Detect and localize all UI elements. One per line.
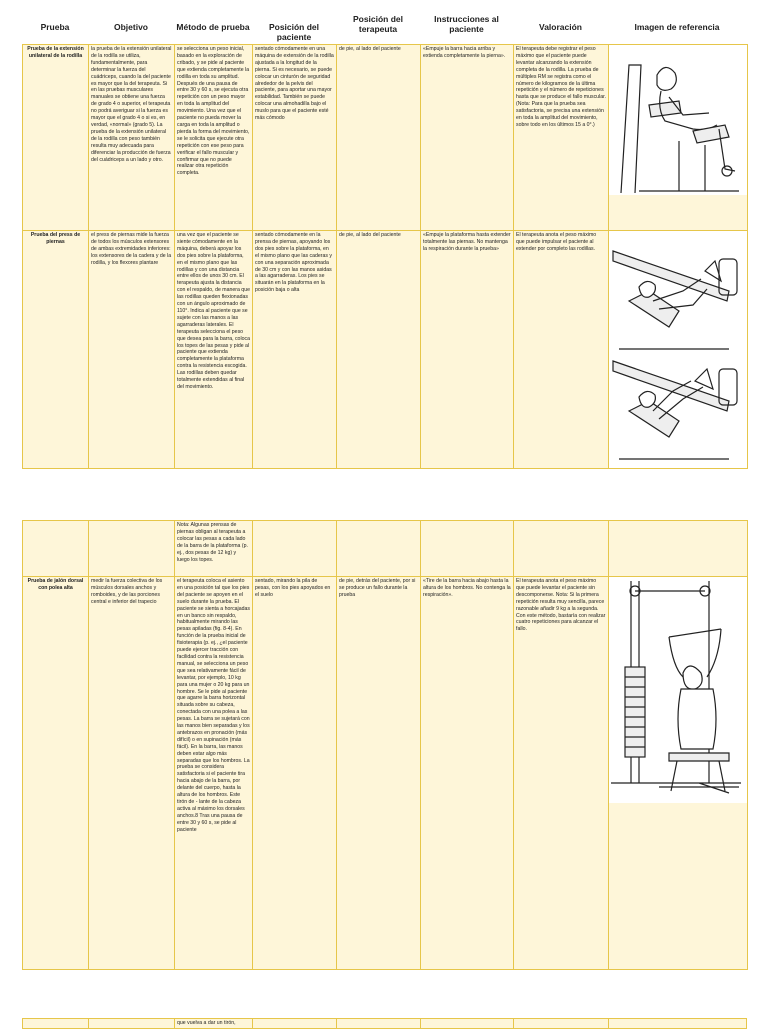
cell-valoracion: El terapeuta anota el peso máximo que puede impulsar el paciente al extender por completo las rodillas. xyxy=(514,231,609,469)
header-valoracion: Valoración xyxy=(539,22,582,32)
cell-objetivo xyxy=(89,521,175,577)
cell-prueba xyxy=(23,521,89,577)
cell-objetivo: el press de piernas mide la fuerza de todos los músculos extensores de ambas extremidades inferiores: los extensores de la cadera y de la rodilla, y los flexores plantare xyxy=(89,231,175,469)
cell-objetivo: medir la fuerza colectiva de los músculos dorsales anchos y romboides, y de las porciones central e inferior del trapecio xyxy=(89,577,175,970)
cell-imagen xyxy=(609,45,748,231)
header-instrucciones: Instrucciones al paciente xyxy=(434,14,499,34)
tests-table-section-2 xyxy=(22,520,748,970)
cell-imagen xyxy=(609,521,748,577)
cell-prueba: Prueba del press de piernas xyxy=(23,231,89,469)
table-row xyxy=(23,521,748,577)
cell-posicion-terapeuta: de pie, al lado del paciente xyxy=(337,231,421,469)
cell-metodo: una vez que el paciente se siente cómodamente en la máquina, deberá apoyar los dos pies sobre la plataforma, en el mismo plano que las rodillas y con una distancia entre ellos de unos 30 cm. El terapeuta ajusta la distancia con el respaldo, de manera que las rodillas queden flexionadas con un ángulo aproximado de 110°. Indica al paciente que se sujete con las manos a las agarraderas laterales. El terapeuta selecciona el peso que desea para la barra, coloca los topes de las pesas y pide al paciente que extienda completamente la plataforma contra la resistencia escogida. Las rodillas deben quedar totalmente extendidas al final del movimiento. xyxy=(175,231,253,469)
header-metodo: Método de prueba xyxy=(176,22,250,32)
cell-metodo: el terapeuta coloca el asiento en una posición tal que los pies del paciente se apoyen en el suelo durante la prueba. El paciente se sienta a horcajadas en un banco sin respaldo, habitualmente mirando las pesas apiladas (fig. 8-4). En función de la prueba inicial de fisioterapia (p. ej., ¿el paciente puede ejercer tracción con facilidad contra la resistencia manual, se selecciona un peso que sea relativamente fácil de levantar, por ejemplo, 10 kg para una mujer o 20 kg para un hombre. Se le pide al paciente que agarre la barra horizontal situada sobre su cabeza, conectada con una polea a las pesas. La barra se sujetará con las manos bien separadas y los antebrazos en pronación (más difícil) o en supinación (más fácil). En la barra, las manos deben estar algo más separadas que los hombros. La prueba se considera satisfactoria si el paciente tira hacia abajo de la barra, por delante del cuerpo, hasta la altura de los hombros. Este tirón de - lante de la cabeza activa al máximo los dorsales anchos.8 Tras una pausa de entre 30 y 60 s, se pide al paciente xyxy=(175,577,253,970)
header-prueba: Prueba xyxy=(40,22,70,32)
cell-valoracion xyxy=(514,521,609,577)
cell-prueba: Prueba de jalón dorsal con polea alta xyxy=(23,577,89,970)
header-posicion-paciente: Posición del paciente xyxy=(268,22,320,42)
header-imagen: Imagen de referencia xyxy=(634,22,720,32)
cell-metodo: Nota: Algunas prensas de piernas obligan al terapeuta a colocar las pesas a cada lado de la barra de la plataforma (p. ej., dos pesas de 12 kg) y luego los topes. xyxy=(175,521,253,577)
cell-instrucciones: «Tire de la barra hacia abajo hasta la altura de los hombros. No contenga la respiración». xyxy=(421,577,514,970)
lat-pulldown-illustration xyxy=(609,577,747,969)
table-row xyxy=(23,577,748,970)
leg-extension-illustration xyxy=(609,45,747,230)
cell-posicion-terapeuta: de pie, al lado del paciente xyxy=(337,45,421,231)
tests-table-section-1 xyxy=(22,44,748,469)
table-header xyxy=(0,0,768,44)
cell-instrucciones: «Empuje la plataforma hasta extender totalmente las piernas. No mantenga la respiración durante la prueba» xyxy=(421,231,514,469)
cell-instrucciones: «Empuje la barra hacia arriba y extienda completamente la pierna». xyxy=(421,45,514,231)
header-objetivo: Objetivo xyxy=(113,22,148,32)
cell-imagen xyxy=(609,231,748,469)
cell-valoracion: El terapeuta anota el peso máximo que puede levantar el paciente sin descomponerse. Nota: Si la primera repetición resulta muy sencilla, parece razonable añadir 9 kg a la segunda. Con este método, bastaría con realizar cuatro repeticiones para alcanzar el fallo. xyxy=(514,577,609,970)
cell-valoracion: El terapeuta debe registrar el peso máximo que el paciente puede levantar alcanzando la extensión completa de la rodilla. La prueba de múltiples RM se registra como el número de kilogramos de la última repetición y el número de repeticiones hasta que se produce el fallo muscular. (Nota: Para que la prueba sea satisfactoria, se precisa una extensión en toda la amplitud del movimiento, sobre todo en los últimos 15 a 0°.) xyxy=(514,45,609,231)
cell-instrucciones xyxy=(421,521,514,577)
table-row xyxy=(23,45,748,231)
leg-press-illustration xyxy=(609,231,747,468)
cell-prueba: Prueba de la extensión unilateral de la rodilla xyxy=(23,45,89,231)
cell-posicion-terapeuta xyxy=(337,521,421,577)
cell-posicion-paciente: sentado, mirando la pila de pesas, con los pies apoyados en el suelo xyxy=(253,577,337,970)
cell-posicion-paciente: sentado cómodamente en una máquina de extensión de la rodilla ajustada a la longitud de la pierna. Si es necesario, se puede colocar un cinturón de seguridad alrededor de la pelvis del paciente, para aportar una mayor estabilidad. También se puede colocar una almohadilla bajo el muslo para que el paciente esté más cómodo xyxy=(253,45,337,231)
cell-objetivo: la prueba de la extensión unilateral de la rodilla se utiliza, fundamentalmente, para determinar la fuerza del cuádriceps, cuando la del paciente es mayor que la del terapeuta. Si en las pruebas musculares manuales se obtiene una fuerza de grado 4 o superior, el terapeuta no podrá averiguar si la fuerza es mayor que el grado 4 o si es, en verdad, «normal» (grado 5). La prueba de la extensión unilateral de la rodilla con peso también resulta muy adecuada para diferenciar la producción de fuerza del cuádriceps a un lado y otro. xyxy=(89,45,175,231)
cell-metodo: se selecciona un peso inicial, basado en la exploración de cribado, y se pide al paciente que extienda completamente la rodilla en toda su amplitud. Después de una pausa de entre 30 y 60 s, se ejecuta otra repetición con un peso mayor en toda la amplitud del movimiento. Una vez que el paciente no pueda mover la carga en toda la amplitud o pierda la forma del movimiento, se le solicita que ejecute otra repetición con ese peso para verificar el fallo muscular y confirmar que no puede realizar otra repetición completa. xyxy=(175,45,253,231)
header-posicion-terapeuta: Posición del terapeuta xyxy=(352,14,404,34)
cell-metodo: que vuelva a dar un tirón, xyxy=(175,1019,253,1029)
cell-posicion-paciente xyxy=(253,521,337,577)
table-row xyxy=(23,231,748,469)
cell-posicion-terapeuta: de pie, detrás del paciente, por si se produce un fallo durante la prueba xyxy=(337,577,421,970)
cell-posicion-paciente: sentado cómodamente en la prensa de piernas, apoyando los dos pies sobre la plataforma, en el mismo plano que las caderas y con una separación aproximada de 30 cm y con las manos asidas a las agarraderas. Los pies se situarán en la plataforma en la posición baja o alta xyxy=(253,231,337,469)
cell-imagen xyxy=(609,577,748,970)
